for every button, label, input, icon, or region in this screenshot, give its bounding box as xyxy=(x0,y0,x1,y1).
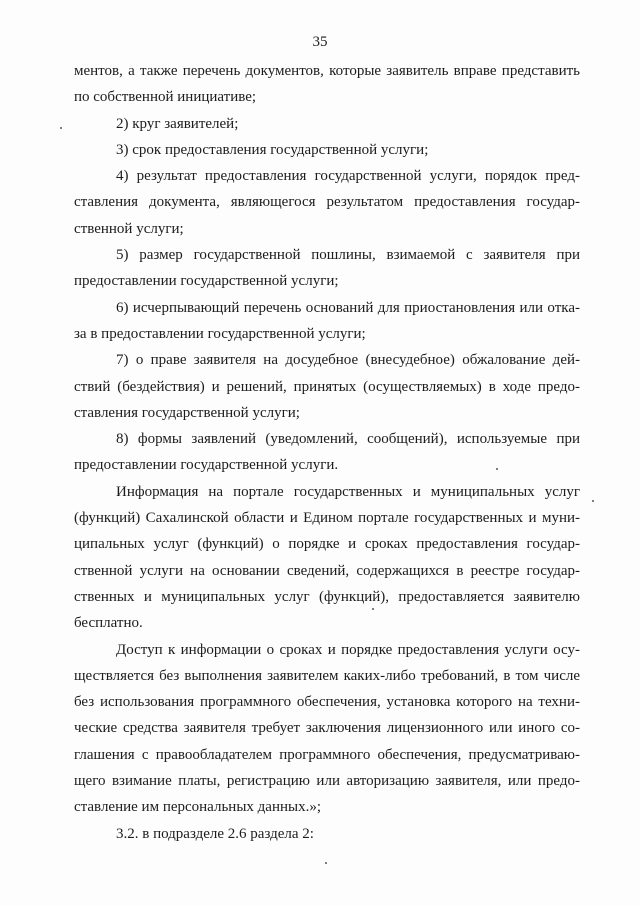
paragraph xyxy=(74,295,580,348)
text-line: Доступ к информации о сроках и порядке предоставления услуги осу- xyxy=(116,641,580,658)
text-line: ственной услуги на основании сведений, содержащихся в реестре государ- xyxy=(74,562,580,579)
paragraph xyxy=(74,242,580,295)
paragraph xyxy=(74,637,580,821)
text-line: 6) исчерпывающий перечень оснований для приостановления или отка- xyxy=(116,299,580,316)
text-line: по собственной инициативе; xyxy=(74,89,257,106)
text-line: ческие средства заявителя требует заключения лицензионного или иного со- xyxy=(74,720,580,737)
text-line: ципальных услуг (функций) о порядке и сроках предоставления государ- xyxy=(74,536,580,553)
paragraph xyxy=(74,58,580,111)
scan-speck xyxy=(325,862,327,864)
text-line: ментов, а также перечень документов, которые заявитель вправе представить xyxy=(74,63,580,79)
text-line: ственной услуги; xyxy=(74,220,184,237)
text-line: бесплатно. xyxy=(74,615,143,632)
text-line: 8) формы заявлений (уведомлений, сообщений), используемые при xyxy=(116,431,580,448)
text-line: ставления государственной услуги; xyxy=(74,404,300,421)
paragraph xyxy=(74,137,580,163)
text-line: предоставлении государственной услуги; xyxy=(74,273,339,290)
text-line: ствий (бездействия) и решений, принятых (осуществляемых) в ходе предо- xyxy=(74,378,580,395)
document-body xyxy=(74,58,580,847)
text-line: (функций) Сахалинской области и Едином портале государственных и муни- xyxy=(74,510,580,527)
text-line: без использования программного обеспечения, установка которого на техни- xyxy=(74,694,580,711)
text-line: 4) результат предоставления государственной услуги, порядок пред- xyxy=(116,168,580,185)
text-line: 7) о праве заявителя на досудебное (внесудебное) обжалование дей- xyxy=(116,352,580,369)
text-line: ществляется без выполнения заявителем каких-либо требований, в том числе xyxy=(74,667,580,684)
text-line: предоставлении государственной услуги. xyxy=(74,457,339,474)
text-line: 3.2. в подразделе 2.6 раздела 2: xyxy=(116,825,314,842)
paragraph xyxy=(74,347,580,426)
scan-speck xyxy=(496,468,498,470)
paragraph xyxy=(74,479,580,637)
scan-speck xyxy=(372,608,374,610)
text-line: ственных и муниципальных услуг (функций), предоставляется заявителю xyxy=(74,588,580,605)
paragraph xyxy=(74,426,580,479)
text-line: ставление им персональных данных.»; xyxy=(74,799,321,816)
text-line: 3) срок предоставления государственной услуги; xyxy=(116,141,429,158)
text-line: 2) круг заявителей; xyxy=(116,115,239,132)
paragraph xyxy=(74,163,580,242)
text-line: 5) размер государственной пошлины, взимаемой с заявителя при xyxy=(116,247,580,264)
text-line: Информация на портале государственных и муниципальных услуг xyxy=(116,483,580,500)
text-line: глашения с правообладателем программного обеспечения, предусматриваю- xyxy=(74,746,580,763)
text-line: щего взимание платы, регистрацию или авторизацию заявителя, или предо- xyxy=(74,773,580,790)
text-line: ставления документа, являющегося результатом предоставления государ- xyxy=(74,194,580,211)
paragraph xyxy=(74,111,580,137)
text-line: за в предоставлении государственной услуги; xyxy=(74,325,366,342)
page-number: 35 xyxy=(312,34,328,50)
paragraph xyxy=(74,821,580,847)
scan-speck xyxy=(592,500,594,502)
scan-speck xyxy=(60,127,62,129)
